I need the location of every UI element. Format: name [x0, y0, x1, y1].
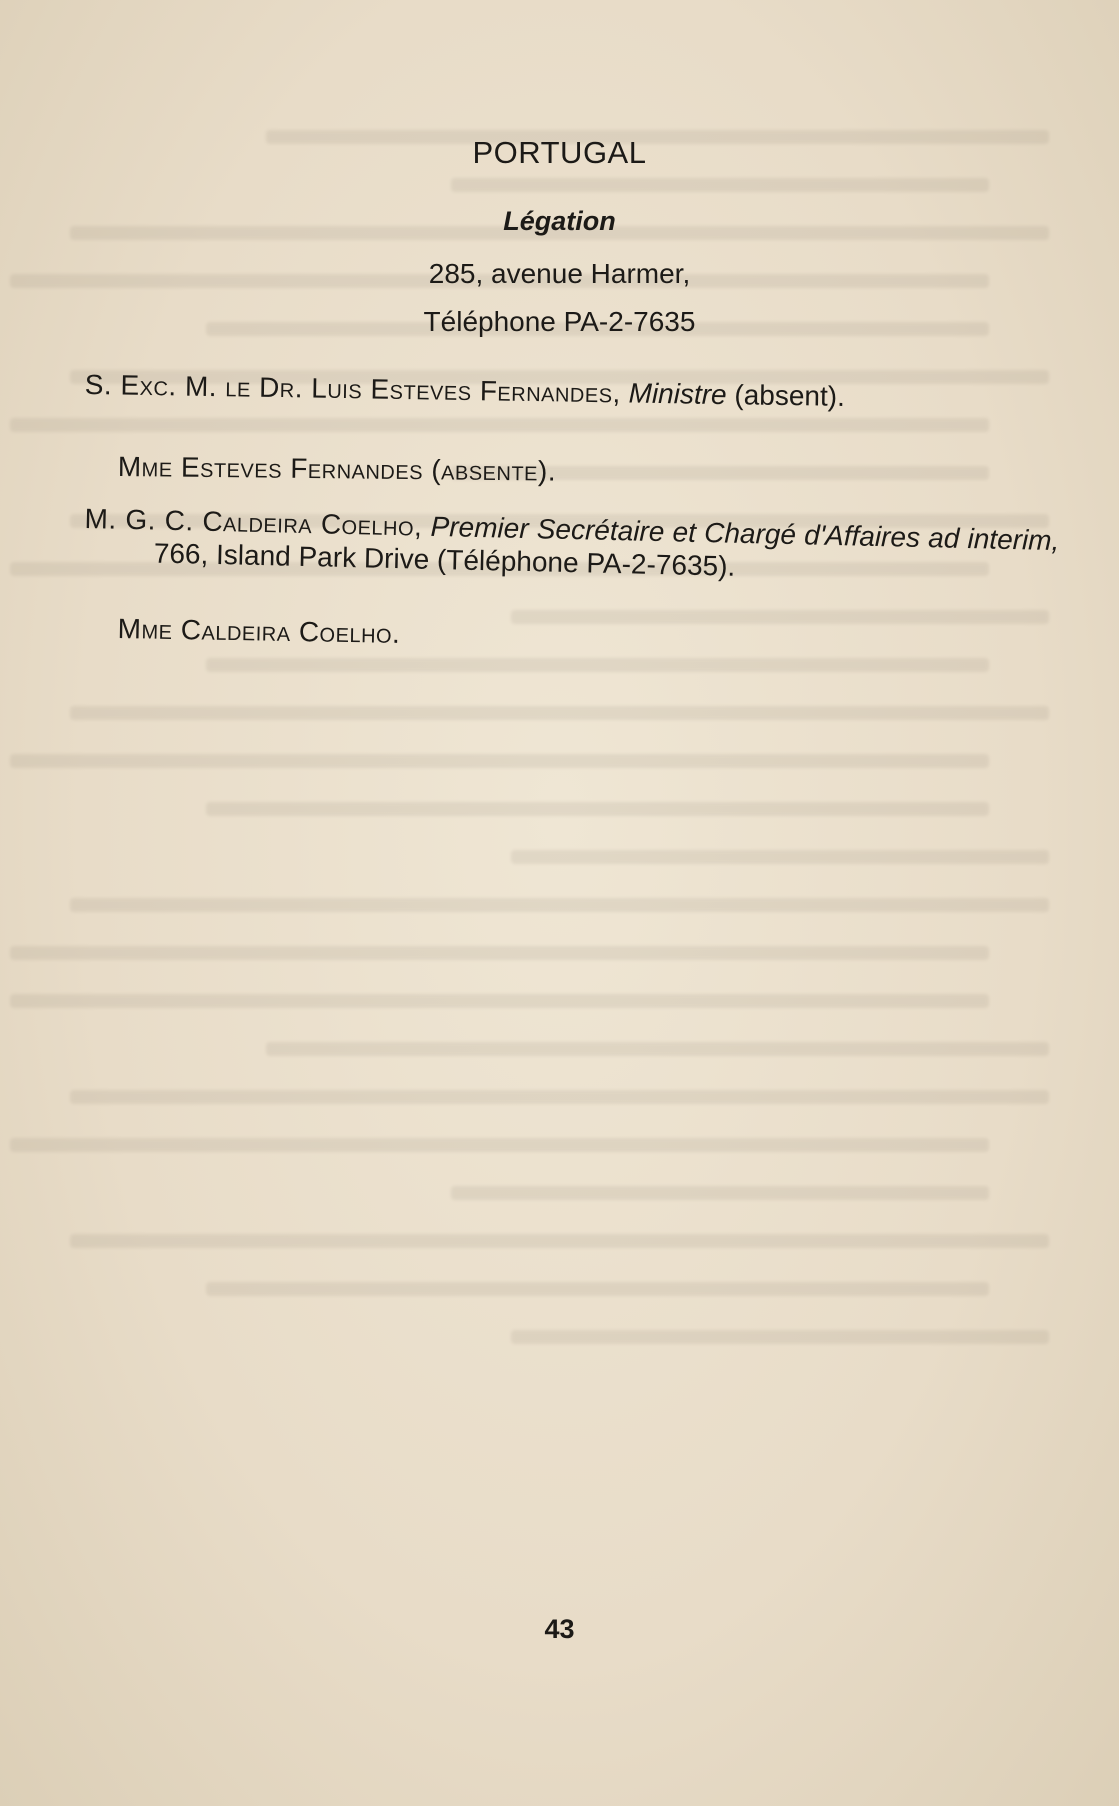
bleed-through-text — [70, 130, 1049, 1626]
diplomat-details: 766, Island Park Drive (Téléphone PA-2-7635). — [153, 537, 736, 582]
spouse-name: Mme Caldeira Coelho. — [117, 612, 401, 649]
country-heading: PORTUGAL — [472, 135, 647, 170]
mission-type: Légation — [503, 206, 616, 236]
diplomat-details: (absent). — [734, 379, 846, 412]
mission-telephone: Téléphone PA-2-7635 — [423, 306, 696, 337]
diplomat-name: S. Exc. M. le Dr. Luis Esteves Fernandes, — [84, 368, 622, 409]
mission-address: 285, avenue Harmer, — [428, 258, 691, 289]
page-number: 43 — [544, 1614, 575, 1644]
diplomat-name: M. G. C. Caldeira Coelho, — [84, 502, 423, 542]
diplomat-title: Ministre — [628, 377, 727, 411]
spouse-name: Mme Esteves Fernandes (absente). — [117, 450, 557, 487]
diplomat-title: Premier Secrétaire et Chargé d'Affaires ad interim, — [430, 510, 1060, 557]
